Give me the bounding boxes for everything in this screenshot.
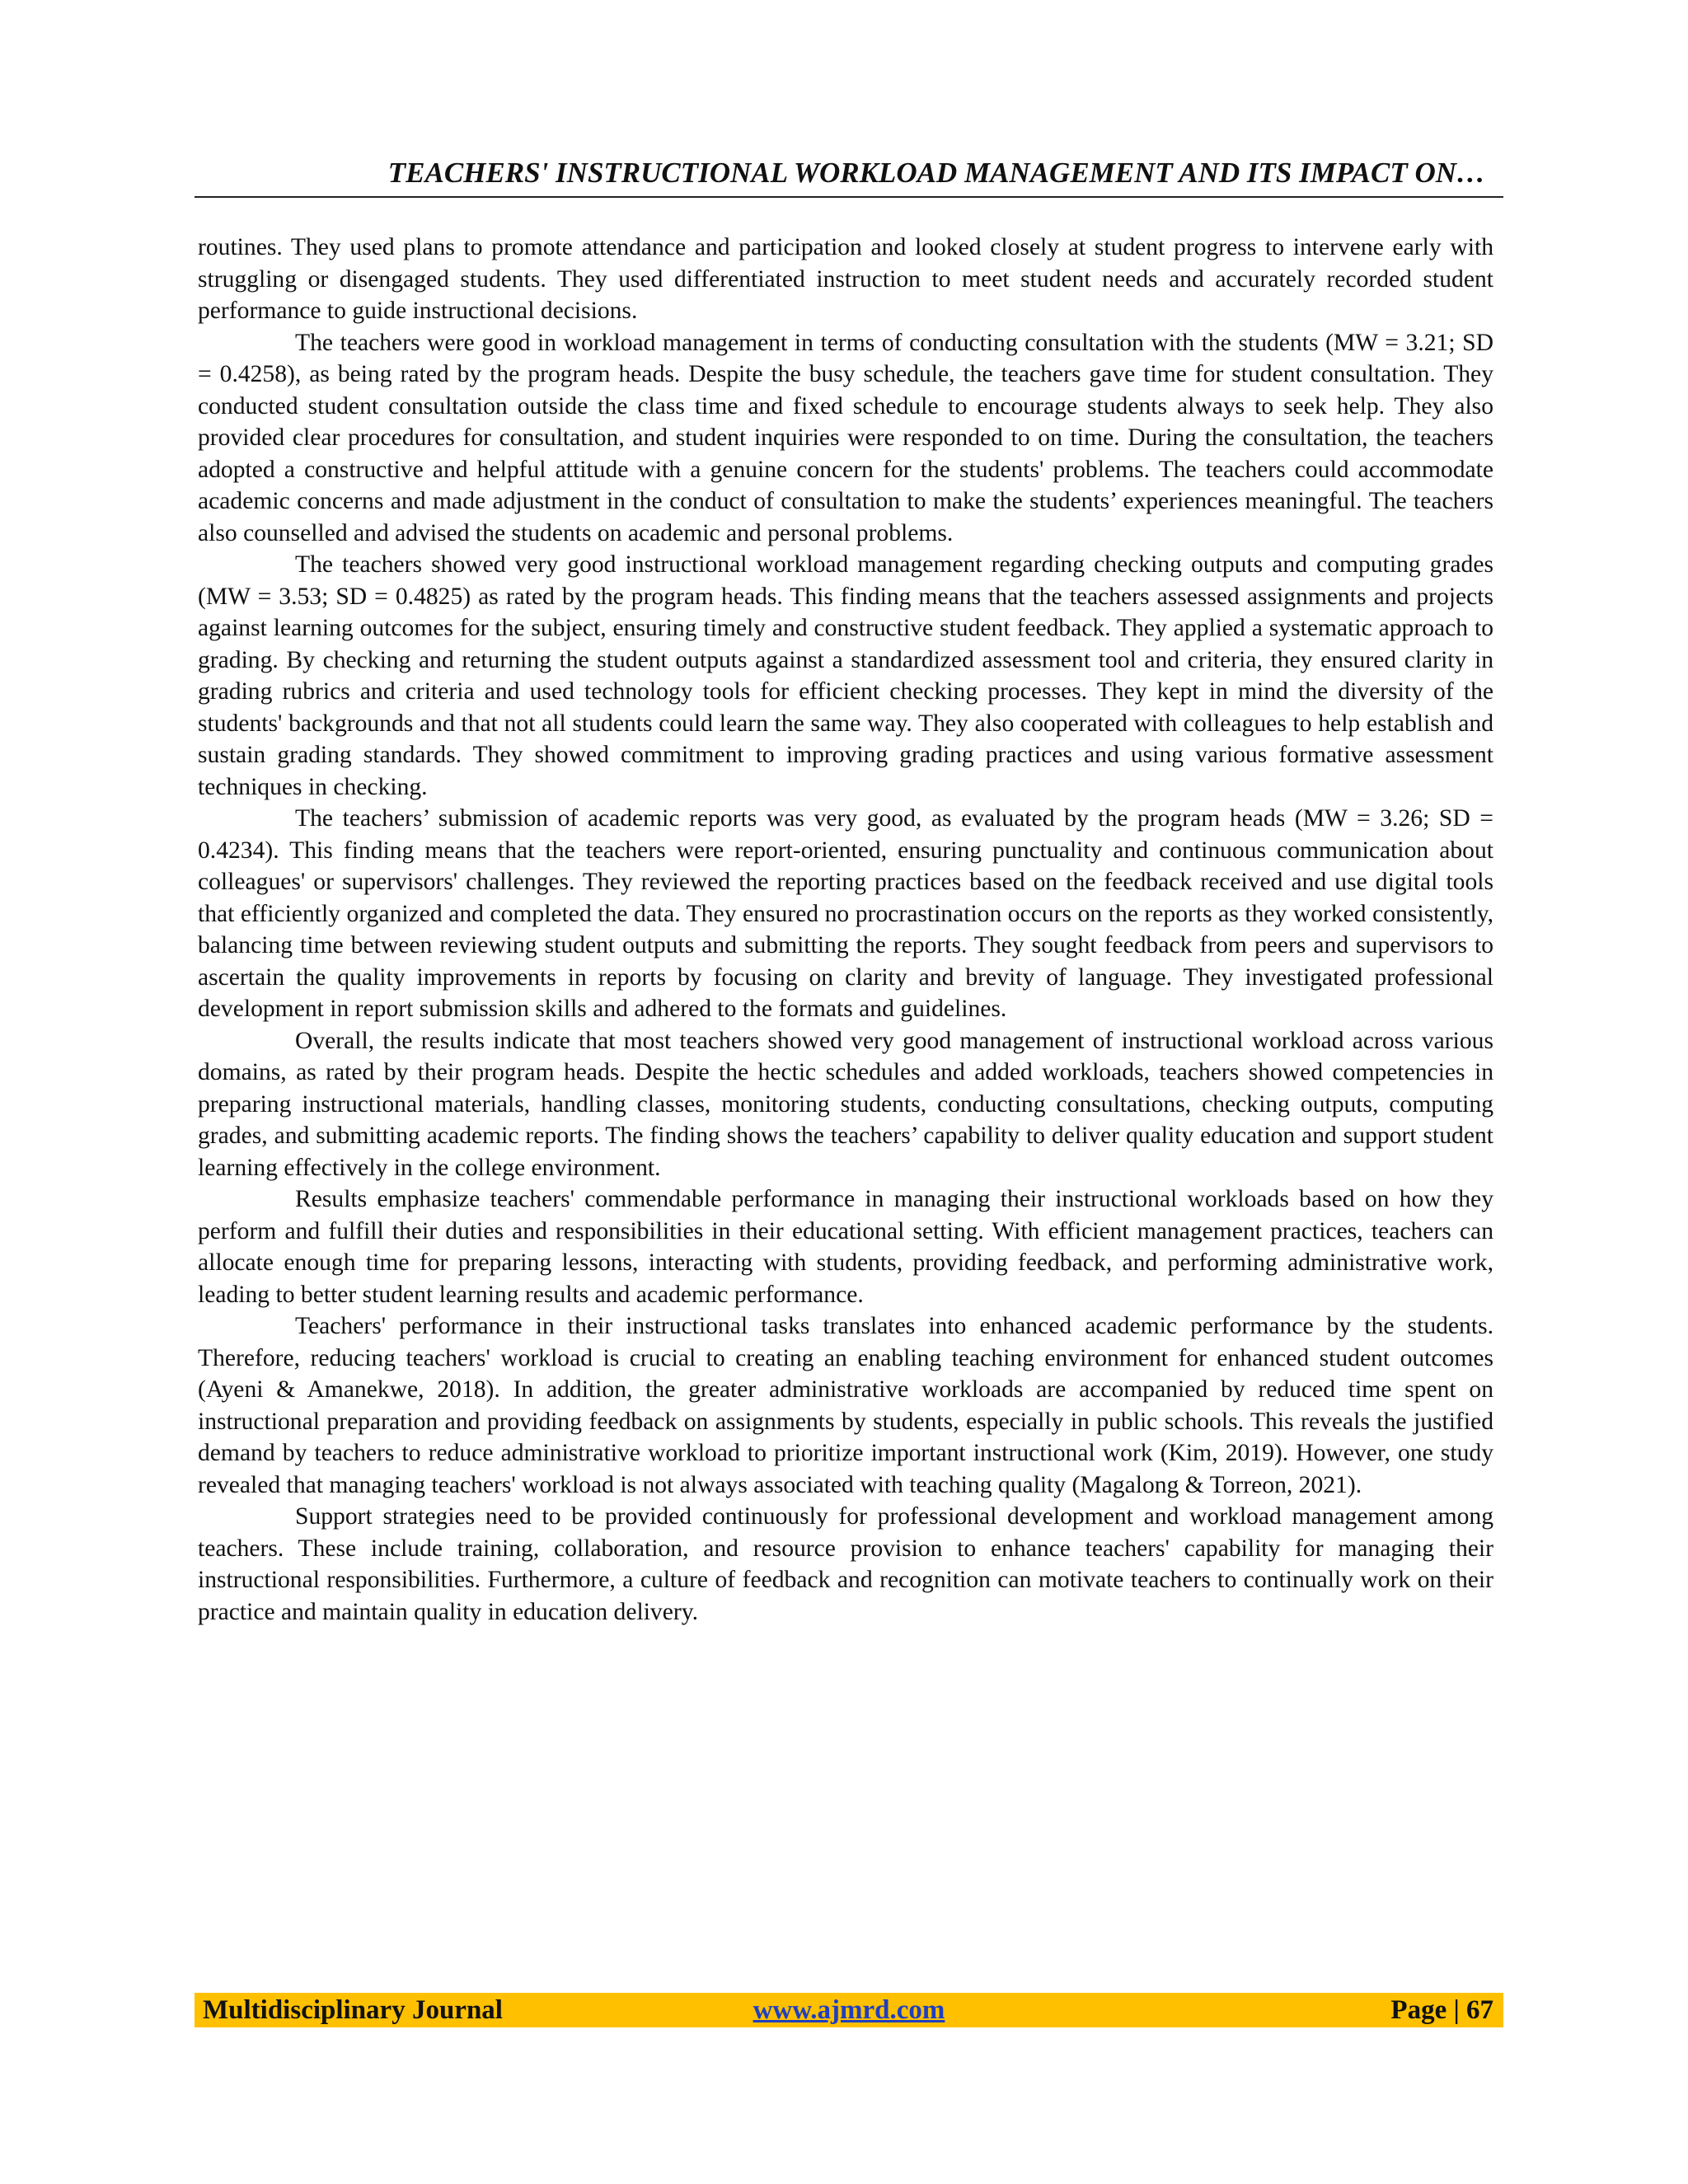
journal-name: Multidisciplinary Journal bbox=[203, 1995, 503, 2025]
paragraph-checking-outputs: The teachers showed very good instructional workload management regarding checking outputs and computing grades (MW = 3.53; SD = 0.4825) as rated by the program heads. This finding means that the teachers assessed assignments and projects against learning outcomes for the subject, ensuring timely and constructive student feedback. They applied a systematic approach to grading. By checking and returning the student outputs against a standardized assessment tool and criteria, they ensured clarity in grading rubrics and criteria and used technology tools for efficient checking processes. They kept in mind the diversity of the students' backgrounds and that not all students could learn the same way. They also cooperated with colleagues to help establish and sustain grading standards. They showed commitment to improving grading practices and using various formative assessment techniques in checking. bbox=[198, 551, 1493, 800]
journal-website-link[interactable]: www.ajmrd.com bbox=[753, 1995, 945, 2025]
paragraph-consultation: The teachers were good in workload management in terms of conducting consultation with the students (MW = 3.21; SD = 0.4258), as being rated by the program heads. Despite the busy schedule, the teachers gave time for student consultation. They conducted student consultation outside the class time and fixed schedule to encourage students always to seek help. They also provided clear procedures for consultation, and student inquiries were responded to on time. During the consultation, the teachers adopted a constructive and helpful attitude with a genuine concern for the students' problems. The teachers could accommodate academic concerns and made adjustment in the conduct of consultation to make the students’ experiences meaningful. The teachers also counselled and advised the students on academic and personal problems. bbox=[198, 329, 1493, 546]
page-number: Page | 67 bbox=[1390, 1995, 1493, 2025]
paragraph-workload-reduction: Teachers' performance in their instructional tasks translates into enhanced academic performance by the students. Therefore, reducing teachers' workload is crucial to creating an enabling teaching environment for enhanced student outcomes (Ayeni & Amanekwe, 2018). In addition, the greater administrative workloads are accompanied by reduced time spent on instructional preparation and providing feedback on assignments by students, especially in public schools. This reveals the justified demand by teachers to reduce administrative workload to prioritize important instructional work (Kim, 2019). However, one study revealed that managing teachers' workload is not always associated with teaching quality (Magalong & Torreon, 2021). bbox=[198, 1313, 1493, 1498]
running-header bbox=[195, 155, 1503, 198]
page-footer bbox=[195, 1993, 1503, 2027]
paragraph-academic-reports: The teachers’ submission of academic reports was very good, as evaluated by the program heads (MW = 3.26; SD = 0.4234). This finding means that the teachers were report-oriented, ensuring punctuality and continuous communication about colleagues' or supervisors' challenges. They reviewed the reporting practices based on the feedback received and use digital tools that efficiently organized and completed the data. They ensured no procrastination occurs on the reports as they worked consistently, balancing time between reviewing student outputs and submitting the reports. They sought feedback from peers and supervisors to ascertain the quality improvements in reports by focusing on clarity and brevity of language. They investigated professional development in report submission skills and adhered to the formats and guidelines. bbox=[198, 805, 1493, 1022]
paragraph-overall-results: Overall, the results indicate that most teachers showed very good management of instructional workload across various domains, as rated by their program heads. Despite the hectic schedules and added workloads, teachers showed competencies in preparing instructional materials, handling classes, monitoring students, conducting consultations, checking outputs, computing grades, and submitting academic reports. The finding shows the teachers’ capability to deliver quality education and support student learning effectively in the college environment. bbox=[198, 1027, 1493, 1181]
paragraph-commendable-performance: Results emphasize teachers' commendable performance in managing their instructional workloads based on how they perform and fulfill their duties and responsibilities in their educational setting. With efficient management practices, teachers can allocate enough time for preparing lessons, interacting with students, providing feedback, and performing administrative work, leading to better student learning results and academic performance. bbox=[198, 1186, 1493, 1308]
paragraph-continuation: routines. They used plans to promote attendance and participation and looked closely at student progress to intervene early with struggling or disengaged students. They used differentiated instruction to meet student needs and accurately recorded student performance to guide instructional decisions. bbox=[198, 234, 1493, 324]
paragraph-support-strategies: Support strategies need to be provided continuously for professional development and workload management among teachers. These include training, collaboration, and resource provision to enhance teachers' capability for managing their instructional responsibilities. Furthermore, a culture of feedback and recognition can motivate teachers to continually work on their practice and maintain quality in education delivery. bbox=[198, 1503, 1493, 1625]
article-body bbox=[198, 232, 1493, 1628]
running-title: TEACHERS' INSTRUCTIONAL WORKLOAD MANAGEMENT AND ITS IMPACT ON… bbox=[387, 157, 1485, 189]
